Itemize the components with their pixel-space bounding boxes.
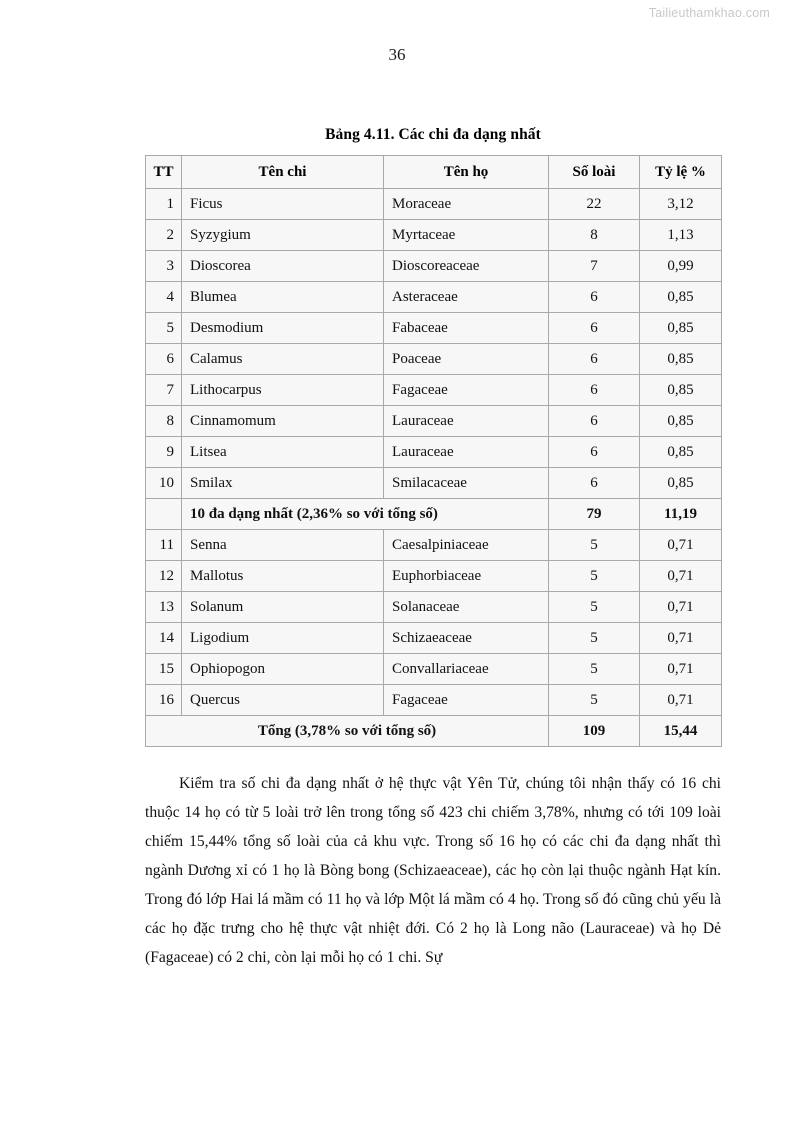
cell-family bbox=[384, 654, 549, 685]
cell-tt bbox=[146, 282, 182, 313]
cell-species-value: 5 bbox=[590, 599, 598, 615]
cell-genus bbox=[182, 623, 384, 654]
cell-family-value: Asteraceae bbox=[392, 289, 458, 305]
cell-family-value: Lauraceae bbox=[392, 413, 454, 429]
cell-percent-value: 0,71 bbox=[667, 568, 694, 584]
cell-genus bbox=[182, 251, 384, 282]
cell-genus bbox=[182, 220, 384, 251]
table-body bbox=[146, 189, 722, 747]
cell-tt bbox=[146, 220, 182, 251]
cell-family-value: Lauraceae bbox=[392, 444, 454, 460]
cell-tt-value: 8 bbox=[166, 413, 174, 429]
cell-family-value: Solanaceae bbox=[392, 599, 460, 615]
cell-genus bbox=[182, 344, 384, 375]
total-species bbox=[549, 716, 640, 747]
cell-species-value: 6 bbox=[590, 289, 598, 305]
cell-percent-value: 0,85 bbox=[667, 475, 694, 491]
cell-percent-value: 0,71 bbox=[667, 661, 694, 677]
cell-percent-value: 0,71 bbox=[667, 537, 694, 553]
cell-percent bbox=[640, 685, 722, 716]
cell-species bbox=[549, 220, 640, 251]
cell-species-value: 8 bbox=[590, 227, 598, 243]
cell-percent bbox=[640, 468, 722, 499]
table-header-row bbox=[146, 156, 722, 189]
paragraph-text: Kiểm tra số chi đa dạng nhất ở hệ thực vật Yên Tử, chúng tôi nhận thấy có 16 chi thuộc 14 họ có từ 5 loài trở lên trong tổng số 423 chi chiếm 3,78%, nhưng có tới 109 loài chiếm 15,44% tổng số loài của cả khu vực. Trong số 16 họ có các chi đa dạng nhất thì ngành Dương xỉ có 1 họ là Bòng bong (Schizaeaceae), các họ còn lại thuộc ngành Hạt kín. Trong đó lớp Hai lá mầm có 11 họ và lớp Một lá mầm có 4 họ. Trong số đó cũng chủ yếu là các họ đặc trưng cho hệ thực vật nhiệt đới. Có 2 họ là Long não (Lauraceae) và họ Dẻ (Fagaceae) có 2 chi, còn lại mỗi họ có 1 chi. Sự bbox=[145, 775, 721, 966]
cell-tt bbox=[146, 654, 182, 685]
cell-percent bbox=[640, 251, 722, 282]
cell-species-value: 6 bbox=[590, 413, 598, 429]
cell-genus-value: Litsea bbox=[190, 444, 227, 460]
cell-family-value: Caesalpiniaceae bbox=[392, 537, 489, 553]
cell-tt-value: 16 bbox=[159, 692, 174, 708]
subtotal-species bbox=[549, 499, 640, 530]
cell-tt-value: 13 bbox=[159, 599, 174, 615]
cell-genus bbox=[182, 437, 384, 468]
cell-percent bbox=[640, 623, 722, 654]
cell-genus-value: Ophiopogon bbox=[190, 661, 265, 677]
cell-genus-value: Senna bbox=[190, 537, 227, 553]
cell-family bbox=[384, 468, 549, 499]
cell-percent-value: 3,12 bbox=[667, 196, 694, 212]
cell-family bbox=[384, 220, 549, 251]
table-row bbox=[146, 375, 722, 406]
cell-tt-value: 7 bbox=[166, 382, 174, 398]
cell-tt bbox=[146, 344, 182, 375]
cell-percent-value: 0,99 bbox=[667, 258, 694, 274]
cell-tt bbox=[146, 251, 182, 282]
cell-species bbox=[549, 592, 640, 623]
cell-percent bbox=[640, 406, 722, 437]
cell-family-value: Fagaceae bbox=[392, 692, 448, 708]
cell-percent-value: 0,85 bbox=[667, 413, 694, 429]
cell-family-value: Fagaceae bbox=[392, 382, 448, 398]
cell-species bbox=[549, 530, 640, 561]
cell-genus bbox=[182, 313, 384, 344]
cell-family bbox=[384, 344, 549, 375]
cell-genus-value: Blumea bbox=[190, 289, 237, 305]
cell-species bbox=[549, 406, 640, 437]
cell-species-value: 5 bbox=[590, 630, 598, 646]
cell-percent-value: 0,85 bbox=[667, 351, 694, 367]
cell-species-value: 5 bbox=[590, 537, 598, 553]
cell-percent bbox=[640, 282, 722, 313]
table-row bbox=[146, 220, 722, 251]
column-header-genus: Tên chi bbox=[182, 156, 384, 189]
total-label-text: Tổng (3,78% so với tổng số) bbox=[257, 723, 437, 739]
body-paragraph bbox=[145, 769, 721, 972]
cell-genus-value: Solanum bbox=[190, 599, 244, 615]
table-caption: Bảng 4.11. Các chi đa dạng nhất bbox=[325, 126, 541, 143]
cell-genus bbox=[182, 189, 384, 220]
cell-percent-value: 0,71 bbox=[667, 630, 694, 646]
table-row bbox=[146, 561, 722, 592]
cell-species-value: 7 bbox=[590, 258, 598, 274]
total-percent bbox=[640, 716, 722, 747]
cell-percent-value: 0,85 bbox=[667, 382, 694, 398]
cell-tt bbox=[146, 623, 182, 654]
cell-species bbox=[549, 654, 640, 685]
cell-family bbox=[384, 530, 549, 561]
cell-genus bbox=[182, 685, 384, 716]
cell-genus-value: Mallotus bbox=[190, 568, 244, 584]
cell-species bbox=[549, 623, 640, 654]
table-row bbox=[146, 437, 722, 468]
cell-species bbox=[549, 189, 640, 220]
cell-family bbox=[384, 685, 549, 716]
cell-family bbox=[384, 189, 549, 220]
cell-tt bbox=[146, 437, 182, 468]
watermark-text: Tailieuthamkhao.com bbox=[648, 6, 770, 20]
cell-genus-value: Calamus bbox=[190, 351, 243, 367]
cell-genus bbox=[182, 654, 384, 685]
subtotal-percent bbox=[640, 499, 722, 530]
table-row bbox=[146, 313, 722, 344]
cell-tt-value: 1 bbox=[166, 196, 174, 212]
cell-family bbox=[384, 375, 549, 406]
cell-tt bbox=[146, 685, 182, 716]
table-row bbox=[146, 623, 722, 654]
table-row bbox=[146, 282, 722, 313]
cell-genus bbox=[182, 468, 384, 499]
subtotal-label bbox=[182, 499, 549, 530]
cell-family-value: Myrtaceae bbox=[392, 227, 456, 243]
cell-tt bbox=[146, 189, 182, 220]
cell-family bbox=[384, 592, 549, 623]
cell-genus bbox=[182, 406, 384, 437]
cell-genus-value: Dioscorea bbox=[190, 258, 251, 274]
subtotal-percent-value: 11,19 bbox=[664, 506, 697, 522]
cell-species-value: 6 bbox=[590, 475, 598, 491]
cell-tt bbox=[146, 313, 182, 344]
subtotal-blank-cell bbox=[146, 499, 182, 530]
cell-family bbox=[384, 313, 549, 344]
cell-family bbox=[384, 437, 549, 468]
cell-family bbox=[384, 406, 549, 437]
cell-percent bbox=[640, 220, 722, 251]
cell-tt bbox=[146, 468, 182, 499]
cell-family-value: Fabaceae bbox=[392, 320, 448, 336]
cell-tt-value: 11 bbox=[159, 537, 174, 553]
table-row bbox=[146, 406, 722, 437]
cell-genus-value: Ficus bbox=[190, 196, 223, 212]
cell-species-value: 5 bbox=[590, 692, 598, 708]
cell-tt-value: 4 bbox=[166, 289, 174, 305]
cell-tt-value: 14 bbox=[159, 630, 174, 646]
cell-family bbox=[384, 561, 549, 592]
cell-genus bbox=[182, 375, 384, 406]
cell-family-value: Dioscoreaceae bbox=[392, 258, 480, 274]
table-row bbox=[146, 344, 722, 375]
cell-family bbox=[384, 251, 549, 282]
cell-genus-value: Ligodium bbox=[190, 630, 250, 646]
cell-species bbox=[549, 561, 640, 592]
table-row bbox=[146, 530, 722, 561]
cell-species-value: 6 bbox=[590, 351, 598, 367]
cell-percent bbox=[640, 189, 722, 220]
cell-species-value: 6 bbox=[590, 444, 598, 460]
cell-species-value: 5 bbox=[590, 661, 598, 677]
subtotal-label-text: 10 đa dạng nhất (2,36% so với tổng số) bbox=[190, 506, 438, 522]
cell-genus bbox=[182, 592, 384, 623]
cell-tt-value: 2 bbox=[166, 227, 174, 243]
cell-species-value: 6 bbox=[590, 382, 598, 398]
cell-tt-value: 5 bbox=[166, 320, 174, 336]
cell-tt-value: 6 bbox=[166, 351, 174, 367]
cell-tt-value: 12 bbox=[159, 568, 174, 584]
cell-tt-value: 10 bbox=[159, 475, 174, 491]
cell-genus-value: Syzygium bbox=[190, 227, 251, 243]
cell-genus bbox=[182, 282, 384, 313]
cell-species-value: 22 bbox=[586, 196, 602, 212]
cell-species bbox=[549, 685, 640, 716]
cell-species-value: 6 bbox=[590, 320, 598, 336]
cell-tt bbox=[146, 375, 182, 406]
cell-percent-value: 0,85 bbox=[667, 289, 694, 305]
total-label bbox=[146, 716, 549, 747]
total-row bbox=[146, 716, 722, 747]
cell-genus-value: Lithocarpus bbox=[190, 382, 262, 398]
cell-tt-value: 15 bbox=[159, 661, 174, 677]
subtotal-row bbox=[146, 499, 722, 530]
cell-tt-value: 9 bbox=[166, 444, 174, 460]
total-species-value: 109 bbox=[582, 723, 606, 739]
cell-family-value: Smilacaceae bbox=[392, 475, 467, 491]
cell-family-value: Schizaeaceae bbox=[392, 630, 472, 646]
cell-species-value: 5 bbox=[590, 568, 598, 584]
diverse-genera-table bbox=[145, 155, 722, 747]
cell-percent bbox=[640, 437, 722, 468]
cell-genus-value: Desmodium bbox=[190, 320, 264, 336]
column-header-tt: TT bbox=[146, 156, 182, 189]
cell-species bbox=[549, 344, 640, 375]
cell-percent bbox=[640, 344, 722, 375]
column-header-percent: Tỷ lệ % bbox=[640, 156, 722, 189]
cell-percent-value: 0,85 bbox=[667, 320, 694, 336]
column-header-species: Số loài bbox=[549, 156, 640, 189]
subtotal-species-value: 79 bbox=[586, 506, 602, 522]
subtotal-blank bbox=[146, 499, 181, 529]
cell-tt bbox=[146, 561, 182, 592]
cell-genus bbox=[182, 561, 384, 592]
cell-tt bbox=[146, 592, 182, 623]
table-row bbox=[146, 654, 722, 685]
page-number: 36 bbox=[388, 45, 406, 64]
cell-genus bbox=[182, 530, 384, 561]
cell-family bbox=[384, 623, 549, 654]
column-header-family: Tên họ bbox=[384, 156, 549, 189]
cell-family-value: Convallariaceae bbox=[392, 661, 489, 677]
cell-percent bbox=[640, 561, 722, 592]
cell-family-value: Euphorbiaceae bbox=[392, 568, 482, 584]
cell-species bbox=[549, 375, 640, 406]
cell-genus-value: Smilax bbox=[190, 475, 233, 491]
cell-percent bbox=[640, 313, 722, 344]
table-row bbox=[146, 592, 722, 623]
cell-family-value: Poaceae bbox=[392, 351, 442, 367]
cell-genus-value: Cinnamomum bbox=[190, 413, 276, 429]
cell-tt bbox=[146, 530, 182, 561]
page-content bbox=[145, 126, 721, 972]
cell-species bbox=[549, 468, 640, 499]
cell-percent-value: 0,71 bbox=[667, 692, 694, 708]
table-row bbox=[146, 251, 722, 282]
total-percent-value: 15,44 bbox=[663, 723, 698, 739]
cell-genus-value: Quercus bbox=[190, 692, 240, 708]
cell-family-value: Moraceae bbox=[392, 196, 452, 212]
cell-percent bbox=[640, 530, 722, 561]
cell-percent-value: 0,85 bbox=[667, 444, 694, 460]
cell-tt bbox=[146, 406, 182, 437]
table-row bbox=[146, 685, 722, 716]
cell-species bbox=[549, 313, 640, 344]
table-row bbox=[146, 189, 722, 220]
cell-species bbox=[549, 251, 640, 282]
cell-percent-value: 1,13 bbox=[667, 227, 694, 243]
cell-species bbox=[549, 437, 640, 468]
cell-percent bbox=[640, 375, 722, 406]
cell-family bbox=[384, 282, 549, 313]
cell-percent bbox=[640, 654, 722, 685]
table-row bbox=[146, 468, 722, 499]
cell-species bbox=[549, 282, 640, 313]
cell-percent-value: 0,71 bbox=[667, 599, 694, 615]
cell-percent bbox=[640, 592, 722, 623]
cell-tt-value: 3 bbox=[166, 258, 174, 274]
table-header bbox=[146, 156, 722, 189]
